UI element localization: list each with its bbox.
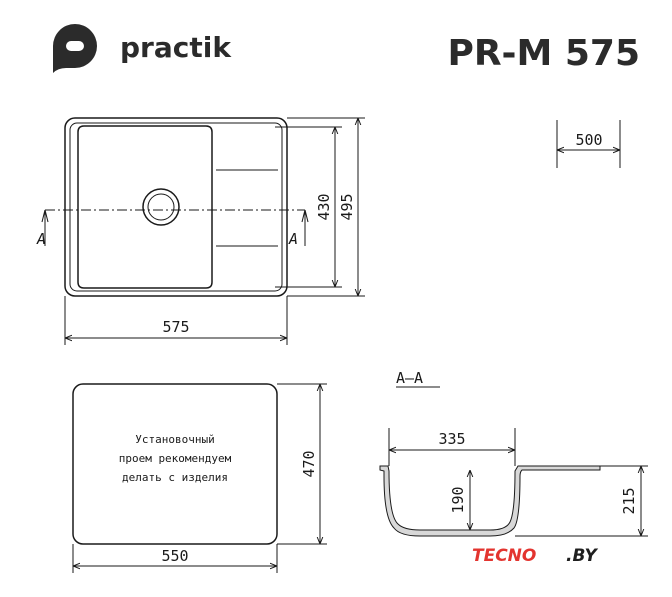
svg-text:430: 430 (315, 193, 333, 221)
brand-name: practik (120, 31, 231, 64)
cutout-note-line1: Установочный (135, 433, 215, 446)
svg-text:470: 470 (300, 450, 318, 478)
sink-profile (380, 466, 600, 536)
svg-text:575: 575 (162, 318, 190, 336)
watermark-logo (472, 546, 598, 566)
sink-top-view (45, 118, 305, 296)
sink-bowl (78, 126, 212, 288)
svg-text:500: 500 (575, 131, 603, 149)
dimension-500 (557, 120, 620, 168)
svg-text:495: 495 (338, 193, 356, 221)
model-title: PR-M 575 (447, 33, 640, 74)
practik-logo-icon (53, 24, 97, 73)
svg-text:A: A (289, 230, 299, 248)
dimension-335-label: 335 (438, 430, 466, 448)
dimension-550 (73, 544, 277, 573)
svg-text:A: A (37, 230, 47, 248)
dimension-470 (277, 384, 327, 544)
section-marker-right (288, 210, 308, 248)
dimension-190-label: 190 (449, 486, 467, 514)
section-marker-left (36, 210, 48, 248)
brand-logo (53, 24, 232, 73)
dimension-430 (275, 127, 342, 287)
cutout-note-line3: делать с изделия (122, 471, 228, 484)
dimension-575 (65, 296, 287, 345)
cutout-view (73, 384, 277, 544)
svg-text:550: 550 (161, 547, 189, 565)
watermark-part2: .BY (566, 546, 597, 566)
cutout-note-line2: проем рекомендуем (118, 452, 232, 465)
dimension-215-label: 215 (620, 487, 638, 515)
watermark-part1: TECNO (472, 546, 537, 566)
section-title: A–A (396, 369, 424, 387)
section-view (380, 369, 648, 536)
